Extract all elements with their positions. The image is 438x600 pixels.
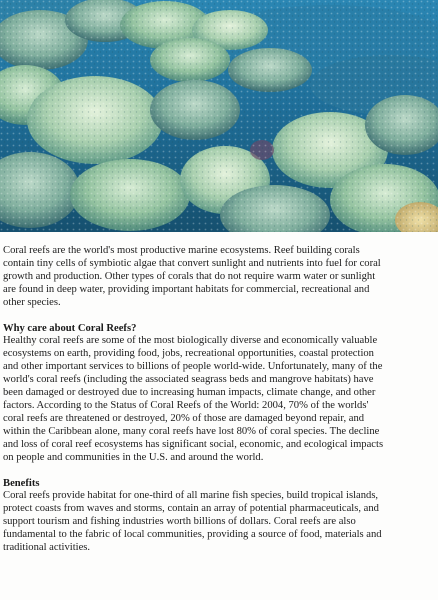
why-care-line: world's coral reefs (including the associated seagrass beds and mangrove habitats) have — [3, 374, 374, 386]
why-care-paragraph — [3, 335, 437, 464]
intro-line: are found in deep water, providing important habitats for commercial, recreational and — [3, 283, 370, 295]
why-care-line: within the Caribbean alone, many coral reefs have lost 80% of coral species. The decline — [3, 425, 380, 437]
benefits-heading: Benefits — [3, 477, 40, 489]
benefits-line: traditional activities. — [3, 542, 91, 554]
why-care-line: and loss of coral reef ecosystems has significant social, economic, and ecological impacts — [3, 438, 384, 450]
why-care-heading: Why care about Coral Reefs? — [3, 322, 137, 334]
intro-line: other species. — [3, 296, 61, 308]
paragraph-gap — [3, 465, 437, 478]
why-care-line: coral reefs are threatened or destroyed, 20% of those are damaged beyond repair, and — [3, 412, 365, 424]
benefits-line: fundamental to the fabric of local communities, providing a source of food, materials and — [3, 529, 382, 541]
intro-line: Coral reefs are the world's most productive marine ecosystems. Reef building corals — [3, 245, 360, 256]
benefits-line: Coral reefs provide habitat for one-third of all marine fish species, build tropical islands, — [3, 490, 379, 502]
coral-reef-illustration — [0, 0, 438, 232]
intro-paragraph — [3, 245, 437, 310]
benefits-line: protect coasts from waves and storms, contain an array of potential pharmaceuticals, and — [3, 503, 379, 515]
article-body — [3, 245, 437, 555]
why-care-line: been damaged or destroyed due to increasing human impacts, climate change, and other — [3, 387, 376, 399]
why-care-line: Healthy coral reefs are some of the most biologically diverse and economically valuable — [3, 335, 378, 347]
paragraph-gap — [3, 310, 437, 323]
benefits-paragraph — [3, 490, 437, 555]
why-care-line: on people and communities in the U.S. and around the world. — [3, 451, 264, 463]
coral-reef-photo — [0, 0, 438, 232]
why-care-line: factors. According to the Status of Coral Reefs of the World: 2004, 70% of the worlds' — [3, 399, 369, 411]
intro-line: contain tiny cells of symbiotic algae that convert sunlight and nutrients into fuel for coral — [3, 257, 381, 269]
why-care-line: ecosystems on earth, providing food, jobs, recreational opportunities, coastal protection — [3, 348, 374, 360]
benefits-line: support tourism and fishing industries worth billions of dollars. Coral reefs are also — [3, 516, 356, 528]
why-care-line: and other important services to billions of people world-wide. Unfortunately, many of the — [3, 361, 383, 373]
intro-line: growth and production. Other types of corals that do not require warm water or sunlight — [3, 270, 376, 282]
